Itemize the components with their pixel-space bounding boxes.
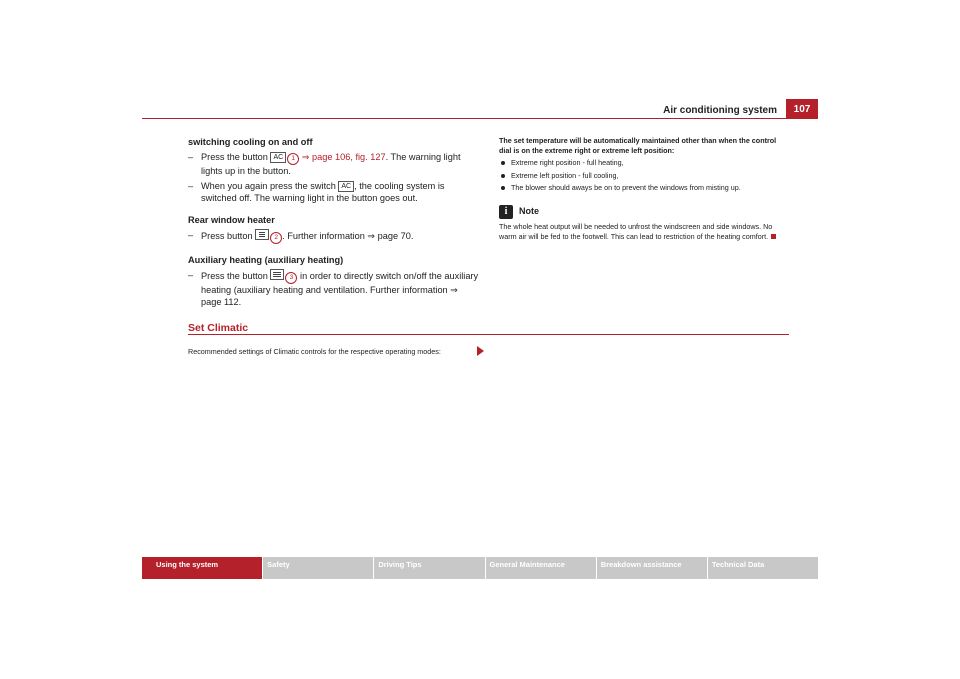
rear-window-heater-icon — [255, 229, 269, 240]
tab-using-the-system[interactable]: Using the system — [142, 557, 262, 579]
tab-driving-tips[interactable]: Driving Tips — [374, 557, 484, 579]
heading-auxiliary-heating: Auxiliary heating (auxiliary heating) — [188, 255, 344, 265]
ac-key-icon: AC — [270, 152, 286, 163]
step-text: , the cooling system is switched off. The warning light in the button goes out. — [201, 181, 445, 203]
footer-nav — [142, 557, 818, 579]
note-text — [499, 222, 789, 241]
section-rule — [188, 334, 789, 335]
left-column — [188, 136, 480, 308]
list-item: Extreme left position - full cooling, — [499, 171, 789, 181]
step-text: . Further information ⇒ page 70. — [282, 231, 414, 241]
page-link-106[interactable]: ⇒ page 106, fig. 127 — [301, 152, 386, 162]
step-rear-window — [188, 229, 480, 244]
page-number: 107 — [786, 99, 818, 119]
heading-rear-window: Rear window heater — [188, 215, 275, 225]
step-text: Press the button — [201, 152, 268, 162]
list-item: The blower should aways be on to prevent the windows from misting up. — [499, 183, 789, 193]
info-icon: i — [499, 205, 513, 219]
step-text: When you again press the switch — [201, 181, 336, 191]
note-heading — [499, 205, 789, 219]
header-title: Air conditioning system — [663, 105, 777, 116]
header-rule — [142, 118, 818, 119]
step-auxiliary-heating — [188, 269, 480, 308]
step-press-ac-again — [188, 180, 480, 204]
auxiliary-heating-icon — [270, 269, 284, 280]
step-text: in order to directly switch on/off the auxiliary heating (auxiliary heating and ventilation. Further information ⇒ page 112. — [201, 271, 479, 307]
tab-technical-data[interactable]: Technical Data — [708, 557, 818, 579]
note-body: The whole heat output will be needed to unfrost the windscreen and side windows. No warm air will be fed to the footwell. This can lead to restriction of the heating comfort. — [499, 221, 773, 241]
ac-key-icon: AC — [338, 181, 354, 192]
list-item: Extreme right position - full heating, — [499, 158, 789, 168]
section-title: Set Climatic — [188, 322, 249, 334]
section-intro: Recommended settings of Climatic controls for the respective operating modes: — [188, 347, 441, 356]
callout-a2: 2 — [270, 232, 282, 244]
callout-a3: 3 — [285, 272, 297, 284]
tab-general-maintenance[interactable]: General Maintenance — [486, 557, 596, 579]
temperature-intro: The set temperature will be automatically maintained other than when the control dial is on the extreme right or extreme left position: — [499, 136, 777, 155]
end-of-section-icon — [771, 234, 776, 239]
heading-cooling: switching cooling on and off — [188, 137, 313, 147]
right-column — [499, 136, 789, 241]
tab-safety[interactable]: Safety — [263, 557, 373, 579]
continue-arrow-icon[interactable] — [477, 346, 484, 356]
callout-a1: 1 — [287, 153, 299, 165]
step-text: . The warning light lights up in the button. — [201, 152, 461, 176]
step-text: Press button — [201, 231, 253, 241]
note-title: Note — [519, 206, 539, 217]
step-text: Press the button — [201, 271, 268, 281]
tab-breakdown-assistance[interactable]: Breakdown assistance — [597, 557, 707, 579]
step-press-ac — [188, 151, 480, 177]
